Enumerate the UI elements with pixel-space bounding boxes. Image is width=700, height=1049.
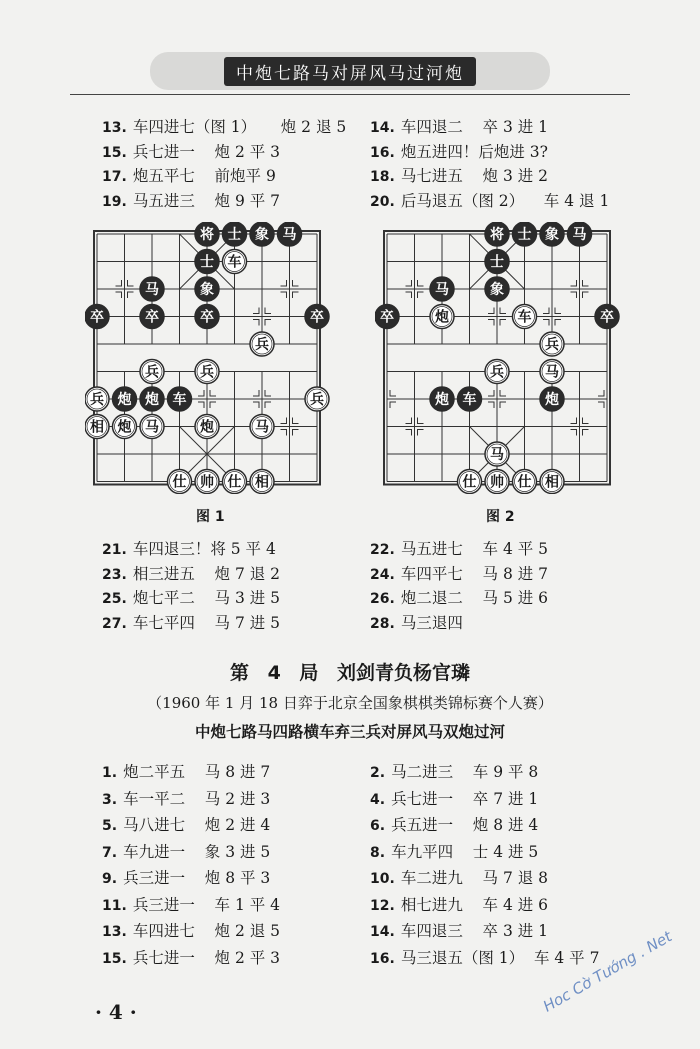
move-text: 兵七进一 炮 2 平 3 bbox=[132, 142, 281, 161]
move-text: 马七进五 炮 3 进 2 bbox=[400, 167, 549, 185]
piece-label: 仕 bbox=[172, 474, 187, 491]
piece-label: 卒 bbox=[145, 309, 159, 326]
opening-name: 中炮七路马四路横车弃三兵对屏风马双炮过河 bbox=[194, 723, 505, 741]
piece-black bbox=[250, 222, 274, 246]
piece-red bbox=[85, 387, 109, 411]
move-line bbox=[102, 611, 280, 633]
move-number: 3. bbox=[102, 791, 118, 808]
move-number: 21. bbox=[102, 542, 127, 558]
move-line bbox=[102, 840, 270, 862]
move-line bbox=[102, 760, 270, 782]
piece-label: 卒 bbox=[380, 309, 394, 326]
piece-label: 相 bbox=[90, 419, 104, 436]
piece-red bbox=[430, 305, 454, 329]
piece-label: 士 bbox=[490, 254, 504, 271]
move-number: 16. bbox=[370, 950, 395, 967]
move-number: 25. bbox=[102, 591, 127, 607]
move-line bbox=[370, 946, 599, 968]
page-number: · 4 · bbox=[95, 1000, 137, 1024]
move-number: 13. bbox=[102, 120, 127, 136]
move-number: 28. bbox=[370, 615, 395, 632]
move-line bbox=[370, 760, 538, 782]
move-line bbox=[102, 115, 346, 137]
watermark: Hoc Cờ Tướng . Net bbox=[540, 927, 675, 1016]
move-text: 车二进九 马 7 退 8 bbox=[400, 869, 549, 887]
move-line bbox=[370, 189, 609, 211]
piece-label: 仕 bbox=[462, 474, 477, 491]
move-line bbox=[102, 893, 280, 915]
move-text: 兵三进一 车 1 平 4 bbox=[132, 895, 281, 914]
piece-red bbox=[195, 470, 219, 494]
piece-label: 帅 bbox=[490, 474, 504, 491]
move-line bbox=[102, 919, 280, 941]
piece-black bbox=[195, 222, 219, 246]
move-text: 炮五平七 前炮平 9 bbox=[132, 167, 276, 185]
move-text: 炮二平五 马 8 进 7 bbox=[123, 763, 271, 781]
move-text: 马五进七 车 4 平 5 bbox=[400, 540, 549, 558]
piece-black bbox=[540, 387, 564, 411]
piece-red bbox=[140, 415, 164, 439]
piece-red bbox=[195, 415, 219, 439]
piece-label: 仕 bbox=[517, 474, 532, 491]
move-number: 17. bbox=[102, 169, 127, 185]
piece-label: 将 bbox=[200, 227, 214, 243]
piece-black bbox=[85, 305, 109, 329]
move-text: 车四平七 马 8 进 7 bbox=[400, 564, 549, 583]
piece-label: 炮 bbox=[200, 419, 214, 436]
move-number: 2. bbox=[370, 765, 386, 781]
piece-red bbox=[540, 360, 564, 384]
move-text: 兵五进一 炮 8 进 4 bbox=[391, 816, 539, 834]
piece-black bbox=[305, 305, 329, 329]
piece-red bbox=[223, 470, 247, 494]
figure-2-caption: 图 2 bbox=[486, 509, 515, 525]
move-line bbox=[370, 562, 548, 584]
piece-black bbox=[595, 305, 619, 329]
piece-label: 象 bbox=[545, 227, 559, 243]
move-number: 20. bbox=[370, 193, 395, 210]
move-number: 13. bbox=[102, 924, 127, 940]
piece-red bbox=[223, 250, 247, 274]
move-text: 马八进七 炮 2 进 4 bbox=[123, 816, 271, 834]
move-number: 22. bbox=[370, 542, 395, 558]
move-number: 7. bbox=[102, 844, 118, 861]
move-text: 马五进三 炮 9 平 7 bbox=[132, 191, 281, 210]
piece-black bbox=[375, 305, 399, 329]
board-figure-2-svg bbox=[375, 222, 625, 494]
move-line bbox=[370, 537, 548, 559]
piece-label: 炮 bbox=[435, 392, 449, 408]
move-line bbox=[370, 140, 548, 162]
piece-black bbox=[458, 387, 482, 411]
move-text: 车四进七 炮 2 退 5 bbox=[132, 922, 281, 940]
board-figure-1-svg bbox=[85, 222, 335, 494]
move-text: 马二进三 车 9 平 8 bbox=[391, 763, 539, 781]
move-line bbox=[102, 537, 276, 559]
piece-label: 车 bbox=[172, 392, 187, 408]
move-line bbox=[102, 946, 280, 968]
piece-label: 仕 bbox=[227, 474, 242, 491]
piece-red bbox=[195, 360, 219, 384]
board-figure-1 bbox=[85, 222, 335, 494]
board-figure-2 bbox=[375, 222, 625, 494]
piece-label: 卒 bbox=[600, 309, 614, 326]
move-number: 16. bbox=[370, 144, 395, 161]
piece-black bbox=[485, 222, 509, 246]
move-line bbox=[102, 787, 270, 809]
move-number: 14. bbox=[370, 120, 395, 136]
piece-red bbox=[513, 470, 537, 494]
piece-label: 士 bbox=[200, 254, 214, 271]
piece-red bbox=[250, 415, 274, 439]
move-number: 8. bbox=[370, 844, 386, 861]
move-line bbox=[102, 164, 276, 186]
piece-red bbox=[250, 470, 274, 494]
piece-label: 帅 bbox=[200, 474, 214, 491]
move-number: 18. bbox=[370, 169, 395, 185]
piece-label: 炮 bbox=[545, 392, 559, 408]
piece-red bbox=[485, 442, 509, 466]
move-line bbox=[370, 586, 548, 608]
move-text: 相七进九 车 4 进 6 bbox=[400, 895, 549, 914]
piece-label: 炮 bbox=[435, 309, 449, 326]
move-text: 车七平四 马 7 进 5 bbox=[132, 613, 281, 632]
piece-label: 相 bbox=[545, 474, 559, 491]
piece-black bbox=[485, 277, 509, 301]
piece-red bbox=[85, 415, 109, 439]
move-number: 10. bbox=[370, 871, 395, 887]
move-line bbox=[370, 893, 548, 915]
move-line bbox=[370, 840, 538, 862]
move-text: 相三进五 炮 7 退 2 bbox=[132, 564, 281, 583]
piece-label: 车 bbox=[462, 392, 477, 408]
piece-label: 兵 bbox=[145, 364, 159, 381]
move-line bbox=[102, 140, 280, 162]
move-line bbox=[370, 164, 548, 186]
move-number: 14. bbox=[370, 924, 395, 940]
piece-black bbox=[195, 305, 219, 329]
piece-label: 车 bbox=[517, 309, 532, 326]
move-line bbox=[370, 611, 463, 633]
piece-black bbox=[140, 387, 164, 411]
piece-black bbox=[195, 250, 219, 274]
piece-label: 炮 bbox=[117, 419, 132, 436]
piece-label: 士 bbox=[227, 227, 242, 243]
move-line bbox=[102, 813, 270, 835]
piece-red bbox=[140, 360, 164, 384]
piece-label: 兵 bbox=[545, 337, 559, 353]
move-line bbox=[102, 866, 270, 888]
piece-red bbox=[485, 360, 509, 384]
piece-red bbox=[113, 415, 137, 439]
move-number: 15. bbox=[102, 950, 127, 967]
piece-label: 炮 bbox=[117, 392, 132, 408]
piece-label: 士 bbox=[517, 227, 532, 243]
piece-label: 马 bbox=[282, 227, 297, 243]
running-header bbox=[150, 52, 550, 90]
piece-black bbox=[113, 387, 137, 411]
move-text: 车四退三！将 5 平 4 bbox=[132, 540, 276, 558]
piece-red bbox=[485, 470, 509, 494]
move-line bbox=[102, 562, 280, 584]
piece-red bbox=[168, 470, 192, 494]
piece-black bbox=[195, 277, 219, 301]
piece-red bbox=[540, 470, 564, 494]
move-number: 9. bbox=[102, 871, 118, 887]
move-text: 车四退二 卒 3 进 1 bbox=[400, 118, 549, 136]
move-text: 兵七进一 炮 2 平 3 bbox=[132, 948, 281, 967]
piece-black bbox=[140, 277, 164, 301]
game-subtitle: （1960 年 1 月 18 日弈于北京全国象棋棋类锦标赛个人赛） bbox=[147, 694, 553, 712]
move-number: 27. bbox=[102, 615, 127, 632]
move-number: 26. bbox=[370, 591, 395, 607]
move-text: 车一平二 马 2 进 3 bbox=[123, 789, 271, 808]
move-line bbox=[370, 866, 548, 888]
move-text: 炮五进四！后炮进 3? bbox=[400, 142, 548, 161]
move-text: 兵三进一 炮 8 平 3 bbox=[123, 869, 271, 887]
piece-red bbox=[540, 332, 564, 356]
move-text: 车四退三 卒 3 进 1 bbox=[400, 922, 549, 940]
move-number: 1. bbox=[102, 765, 118, 781]
move-text: 马三退四 bbox=[400, 613, 463, 632]
piece-black bbox=[223, 222, 247, 246]
move-number: 19. bbox=[102, 193, 127, 210]
piece-black bbox=[430, 387, 454, 411]
header-title: 中炮七路马对屏风马过河炮 bbox=[224, 57, 476, 86]
piece-label: 马 bbox=[145, 282, 159, 298]
move-line bbox=[370, 787, 538, 809]
move-text: 车四进七（图 1） 炮 2 退 5 bbox=[132, 118, 347, 136]
piece-label: 马 bbox=[255, 419, 269, 436]
piece-label: 马 bbox=[572, 227, 587, 243]
piece-label: 兵 bbox=[490, 364, 504, 381]
header-rule bbox=[70, 94, 630, 95]
move-text: 后马退五（图 2） 车 4 退 1 bbox=[400, 191, 610, 210]
piece-label: 象 bbox=[200, 282, 214, 298]
piece-label: 马 bbox=[490, 447, 504, 463]
piece-red bbox=[458, 470, 482, 494]
move-text: 兵七进一 卒 7 进 1 bbox=[391, 789, 539, 808]
move-line bbox=[370, 919, 548, 941]
piece-label: 卒 bbox=[90, 309, 104, 326]
move-line bbox=[102, 586, 280, 608]
piece-label: 兵 bbox=[255, 337, 269, 353]
move-number: 24. bbox=[370, 566, 395, 583]
move-number: 12. bbox=[370, 897, 395, 914]
game-title: 第 4 局 刘剑青负杨官璘 bbox=[229, 662, 471, 684]
piece-label: 马 bbox=[145, 419, 159, 436]
piece-label: 兵 bbox=[310, 392, 324, 408]
move-line bbox=[102, 189, 280, 211]
move-number: 4. bbox=[370, 791, 386, 808]
move-number: 6. bbox=[370, 818, 386, 834]
move-number: 23. bbox=[102, 566, 127, 583]
piece-red bbox=[305, 387, 329, 411]
piece-black bbox=[540, 222, 564, 246]
piece-black bbox=[513, 222, 537, 246]
piece-black bbox=[140, 305, 164, 329]
piece-red bbox=[513, 305, 537, 329]
move-text: 炮二退二 马 5 进 6 bbox=[400, 589, 549, 607]
piece-label: 相 bbox=[255, 474, 269, 491]
move-text: 车九平四 士 4 进 5 bbox=[391, 842, 539, 861]
piece-red bbox=[250, 332, 274, 356]
piece-label: 象 bbox=[490, 282, 504, 298]
move-line bbox=[370, 813, 538, 835]
piece-label: 将 bbox=[490, 227, 504, 243]
move-number: 5. bbox=[102, 818, 118, 834]
move-text: 炮七平二 马 3 进 5 bbox=[132, 589, 281, 607]
piece-label: 炮 bbox=[145, 392, 159, 408]
move-number: 15. bbox=[102, 144, 127, 161]
piece-black bbox=[168, 387, 192, 411]
piece-black bbox=[430, 277, 454, 301]
move-text: 车九进一 象 3 进 5 bbox=[123, 842, 271, 861]
move-text: 马三退五（图 1） 车 4 平 7 bbox=[400, 948, 600, 967]
piece-label: 马 bbox=[545, 364, 559, 381]
piece-black bbox=[568, 222, 592, 246]
piece-label: 车 bbox=[227, 254, 242, 271]
piece-label: 卒 bbox=[200, 309, 214, 326]
piece-label: 兵 bbox=[200, 364, 214, 381]
piece-label: 象 bbox=[255, 227, 269, 243]
piece-black bbox=[485, 250, 509, 274]
piece-label: 卒 bbox=[310, 309, 324, 326]
move-line bbox=[370, 115, 548, 137]
figure-1-caption: 图 1 bbox=[196, 509, 225, 525]
piece-label: 兵 bbox=[90, 392, 104, 408]
move-number: 11. bbox=[102, 897, 127, 914]
piece-black bbox=[278, 222, 302, 246]
piece-label: 马 bbox=[435, 282, 449, 298]
